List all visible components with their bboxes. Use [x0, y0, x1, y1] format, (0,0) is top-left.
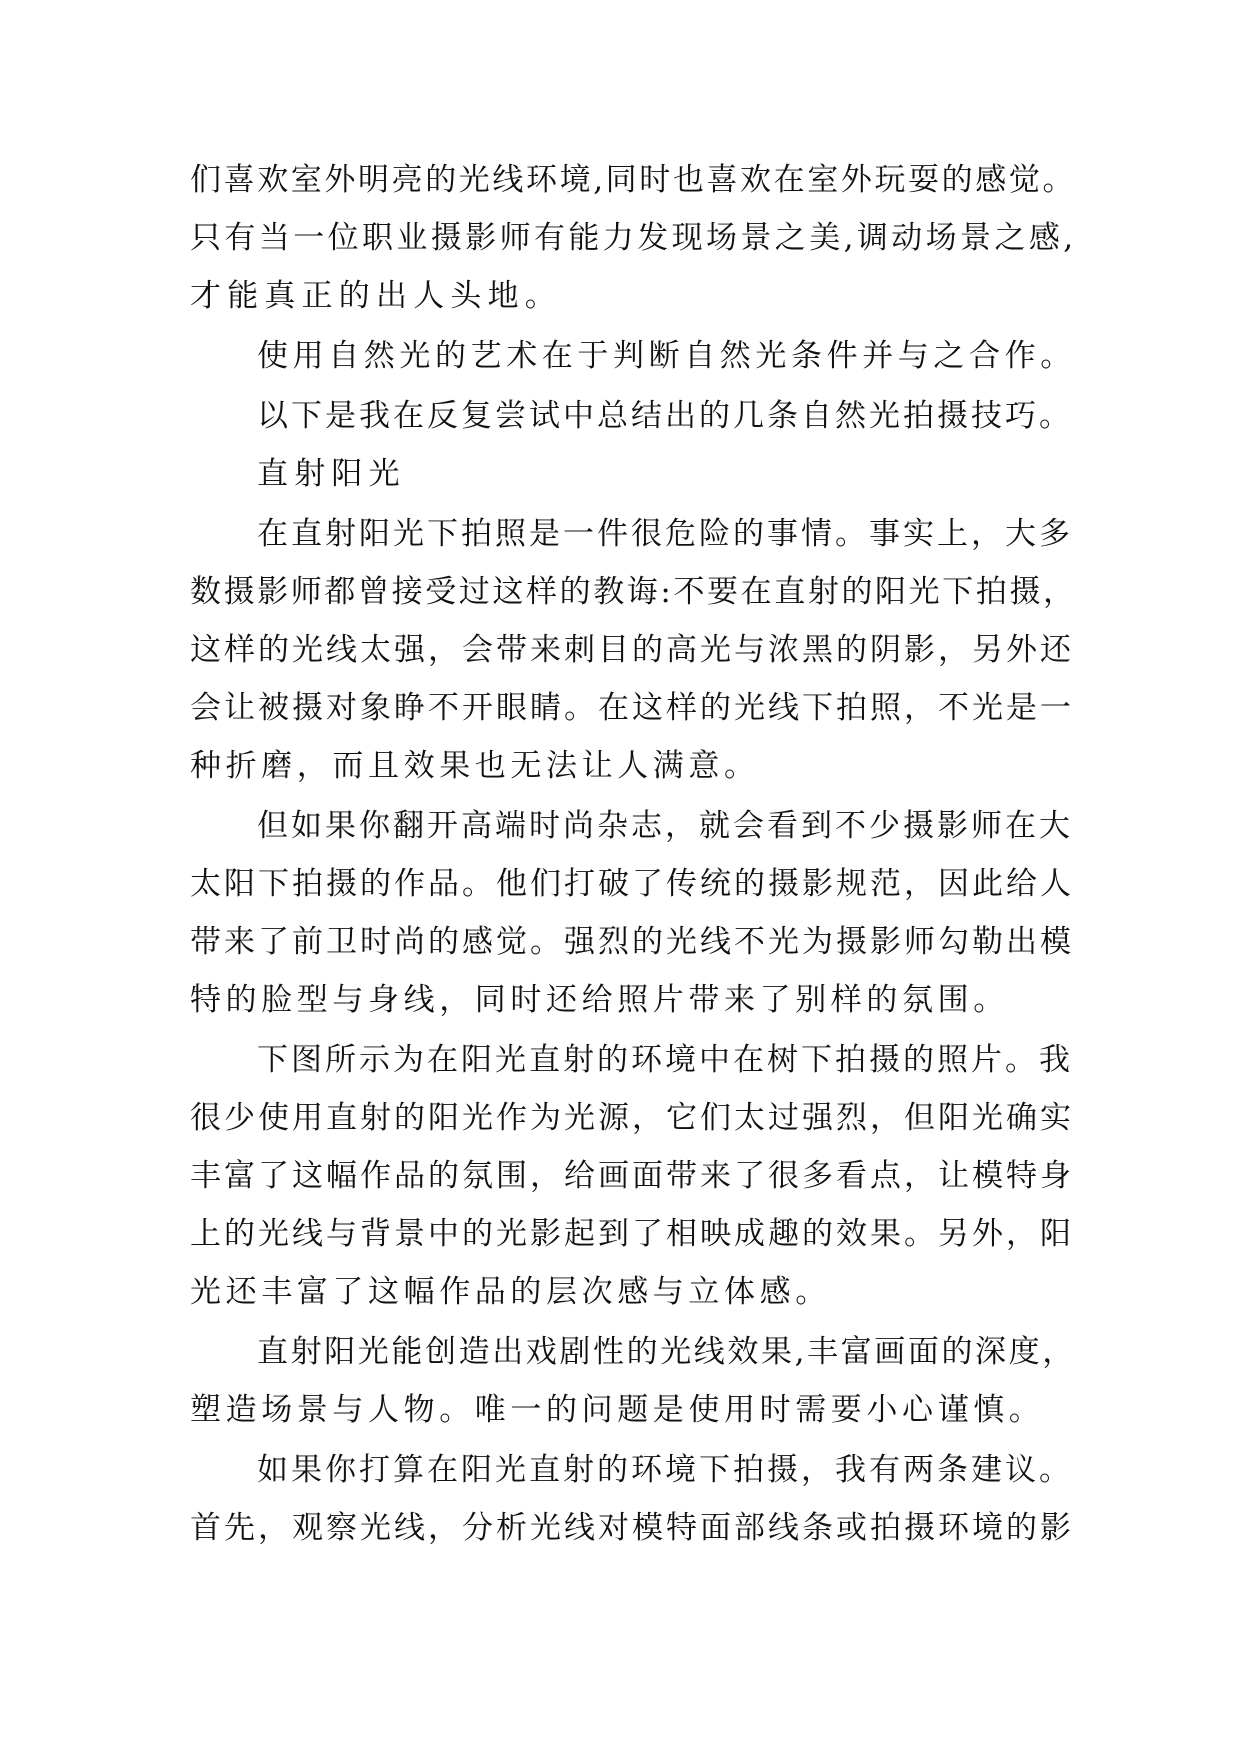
- paragraph-line: 如果你打算在阳光直射的环境下拍摄，我有两条建议。: [257, 1452, 1073, 1488]
- text-line: 只有当一位职业摄影师有能力发现场景之美,调动场景之感,: [190, 220, 1077, 256]
- text-line: 才能真正的出人头地。: [190, 278, 562, 314]
- text-line: 这样的光线太强，会带来刺目的高光与浓黑的阴影，另外还: [190, 632, 1074, 668]
- paragraph-line: 使用自然光的艺术在于判断自然光条件并与之合作。: [257, 338, 1076, 374]
- text-line: 数摄影师都曾接受过这样的教诲:不要在直射的阳光下拍摄，: [190, 574, 1077, 610]
- text-line: 太阳下拍摄的作品。他们打破了传统的摄影规范，因此给人: [190, 866, 1074, 902]
- section-heading: 直射阳光: [257, 456, 406, 492]
- text-line: 首先，观察光线，分析光线对模特面部线条或拍摄环境的影: [190, 1510, 1074, 1546]
- paragraph-line: 但如果你翻开高端时尚杂志，就会看到不少摄影师在大: [257, 808, 1073, 844]
- text-line: 丰富了这幅作品的氛围，给画面带来了很多看点，让模特身: [190, 1158, 1074, 1194]
- text-line: 很少使用直射的阳光作为光源，它们太过强烈，但阳光确实: [190, 1100, 1074, 1136]
- text-line: 特的脸型与身线，同时还给照片带来了别样的氛围。: [190, 982, 1009, 1018]
- text-line: 上的光线与背景中的光影起到了相映成趣的效果。另外，阳: [190, 1216, 1074, 1252]
- paragraph-line: 以下是我在反复尝试中总结出的几条自然光拍摄技巧。: [257, 398, 1073, 434]
- text-line: 们喜欢室外明亮的光线环境,同时也喜欢在室外玩耍的感觉。: [190, 162, 1077, 198]
- text-line: 种折磨，而且效果也无法让人满意。: [190, 748, 760, 784]
- paragraph-line: 直射阳光能创造出戏剧性的光线效果,丰富画面的深度，: [257, 1334, 1076, 1370]
- text-line: 带来了前卫时尚的感觉。强烈的光线不光为摄影师勾勒出模: [190, 924, 1074, 960]
- paragraph-line: 在直射阳光下拍照是一件很危险的事情。事实上，大多: [257, 516, 1073, 552]
- text-line: 塑造场景与人物。唯一的问题是使用时需要小心谨慎。: [190, 1392, 1045, 1428]
- paragraph-line: 下图所示为在阳光直射的环境中在树下拍摄的照片。我: [257, 1042, 1073, 1078]
- text-line: 会让被摄对象睁不开眼睛。在这样的光线下拍照，不光是一: [190, 690, 1074, 726]
- text-line: 光还丰富了这幅作品的层次感与立体感。: [190, 1274, 831, 1310]
